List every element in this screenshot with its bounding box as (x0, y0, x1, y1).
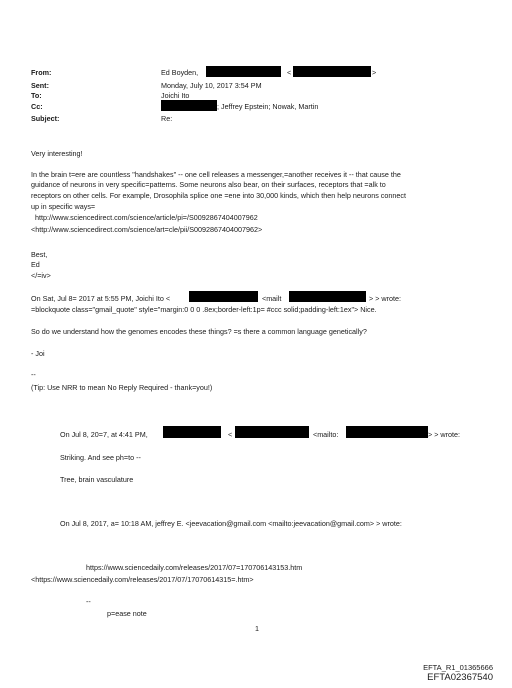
redaction-bar (161, 100, 217, 111)
cc-label: Cc: (31, 102, 43, 111)
link-sciencedaily[interactable]: https://www.sciencedaily.com/releases/2017/07=170706143153.htm (86, 563, 303, 572)
subject-value: Re: (161, 114, 173, 123)
redaction-bar (346, 426, 428, 438)
quote2-mailto: <mailto: (313, 430, 339, 439)
redaction-bar (206, 66, 281, 77)
sent-label: Sent: (31, 81, 49, 90)
to-label: To: (31, 91, 42, 100)
redaction-bar (163, 426, 221, 438)
tree-line: Tree, brain vasculature (60, 475, 134, 484)
cc-value: ; Jeffrey Epstein; Nowak, Martin (217, 102, 319, 111)
quote-blockquote-line: =blockquote class="gmail_quote" style="margin:0 0 0 .8ex;border-left:1p= #ccc solid;padding-left:1ex"> Nice. (31, 305, 377, 314)
from-label: From: (31, 68, 52, 77)
sent-value: Monday, July 10, 2017 3:54 PM (161, 81, 262, 90)
redaction-bar (289, 291, 366, 302)
from-gt: > (372, 68, 377, 77)
quote2-wrote: > > wrote: (428, 430, 460, 439)
quote2-lt: < (228, 430, 233, 439)
subject-label: Subject: (31, 114, 60, 123)
greeting: Very interesting! (31, 149, 83, 158)
closing-tag: </=iv> (31, 271, 51, 280)
quote-header-joi: On Sat, Jul 8= 2017 at 5:55 PM, Joichi Ito < (31, 294, 171, 303)
question-line: So do we understand how the genomes encodes these things? =s there a common language genetically? (31, 327, 367, 336)
quote-wrote: > > wrote: (369, 294, 401, 303)
paragraph-line: receptors on other cells. For example, Drosophila splice one =ene into 30,000 kinds, which then help neurons connect (31, 191, 406, 200)
bates-id-r1: EFTA_R1_01365666 (423, 663, 493, 672)
quote-mailt: <mailt (262, 294, 282, 303)
link-sciencedirect[interactable]: http://www.sciencedirect.com/science/article/pi=/S0092867404007962 (31, 213, 258, 222)
striking-line: Striking. And see ph=to -- (60, 453, 141, 462)
separator-dashes: -- (86, 597, 91, 606)
quote-header-jul8: On Jul 8, 20=7, at 4:41 PM, (60, 430, 148, 439)
page-number: 1 (255, 624, 259, 633)
paragraph-line: up in specific ways= (31, 202, 96, 211)
redaction-bar (293, 66, 371, 77)
from-lt: < (287, 68, 292, 77)
to-value: Joichi Ito (161, 91, 190, 100)
please-note-line: p=ease note (107, 609, 147, 618)
quote-header-jeffrey: On Jul 8, 2017, a= 10:18 AM, jeffrey E. <jeevacation@gmail.com <mailto:jeevacation@gmail.com> > wrote: (60, 519, 402, 528)
tip-line: (Tip: Use NRR to mean No Reply Required - thank=you!) (31, 383, 213, 392)
closing-best: Best, (31, 250, 48, 259)
paragraph-line: In the brain t=ere are countless "handshakes" -- one cell releases a messenger,=another receives it -- that cause the (31, 170, 401, 179)
from-value: Ed Boyden, (161, 68, 199, 77)
bates-id: EFTA02367540 (427, 672, 493, 683)
closing-name: Ed (31, 260, 40, 269)
link-sciencedirect-bracketed[interactable]: <http://www.sciencedirect.com/science/art=cle/pii/S0092867404007962> (31, 225, 263, 234)
link-sciencedaily-bracketed[interactable]: <https://www.sciencedaily.com/releases/2017/07/17070614315=.htm> (31, 575, 254, 584)
signature-joi: - Joi (31, 349, 45, 358)
redaction-bar (235, 426, 309, 438)
signature-separator: -- (31, 370, 36, 379)
redaction-bar (189, 291, 258, 302)
paragraph-line: guidance of neurons in very specific=patterns. Some neurons also bear, on their surfaces, receptors that =alk to (31, 180, 386, 189)
